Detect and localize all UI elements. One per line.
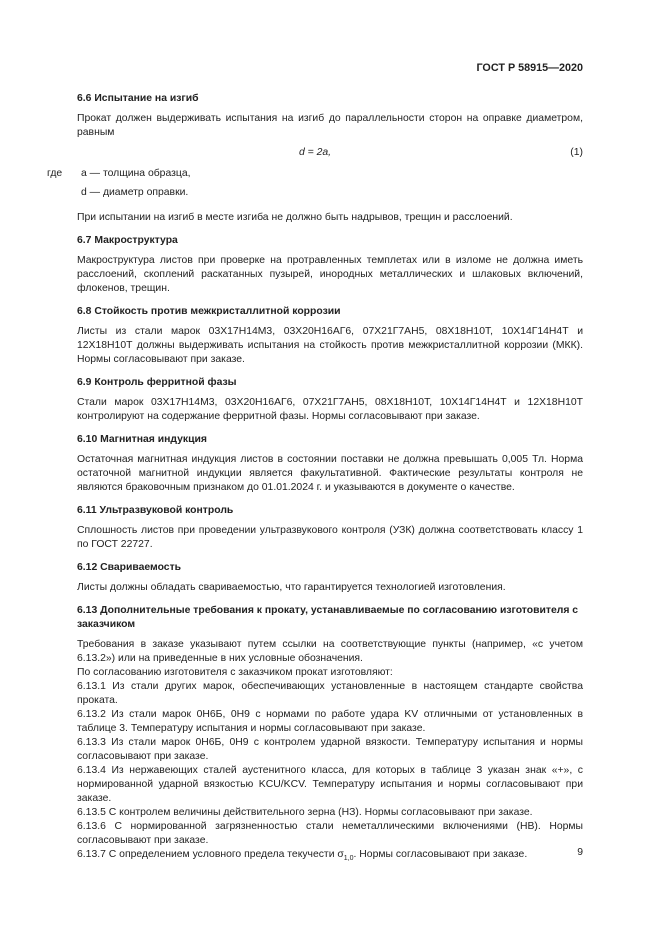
- section-6-8-paragraph: Листы из стали марок 03Х17Н14М3, 03Х20Н16АГ6, 07Х21Г7АН5, 08Х18Н10Т, 10Х14Г14Н4Т и 12Х18Н10Т должны выдерживать испытания на стойкость против межкристаллитной коррозии (МКК). Нормы согласовывают при заказе.: [77, 326, 583, 365]
- section-6-13-items: [77, 680, 583, 866]
- section-6-6-paragraph-2: При испытании на изгиб в месте изгиба не должно быть надрывов, трещин и расслоений.: [77, 212, 513, 223]
- item-6-13-2: 6.13.2 Из стали марок 0Н6Б, 0Н9 с нормами по работе удара KV отличными от установленных в таблице 3. Температуру испытания и нормы согласовывают при заказе.: [77, 709, 583, 734]
- section-6-9-paragraph: Стали марок 03Х17Н14М3, 03Х20Н16АГ6, 07Х21Г7АН5, 08Х18Н10Т, 10Х14Г14Н4Т и 12Х18Н10Т контролируют на содержание ферритной фазы. Нормы согласовывают при заказе.: [77, 397, 583, 422]
- section-6-12-title: 6.12 Свариваемость: [77, 562, 182, 573]
- sigma-subscript: 1,0: [343, 855, 354, 862]
- section-6-11-paragraph: Сплошность листов при проведении ультразвукового контроля (УЗК) должна соответствовать классу 1 по ГОСТ 22727.: [77, 525, 583, 550]
- section-6-8-title: 6.8 Стойкость против межкристаллитной коррозии: [77, 306, 341, 317]
- formula-expression: d = 2a,: [299, 147, 332, 158]
- formula-legend: [47, 167, 583, 205]
- section-6-7-title: 6.7 Макроструктура: [77, 235, 178, 246]
- where-a: a — толщина образца,: [81, 168, 191, 179]
- section-6-9-title: 6.9 Контроль ферритной фазы: [77, 377, 237, 388]
- document-body: [47, 92, 583, 866]
- page-number: 9: [577, 847, 583, 858]
- section-6-7-paragraph: Макроструктура листов при проверке на протравленных темплетах или в изломе не должна иметь расслоений, скоплений раскатанных пузырей, инородных металлических и шлаковых включений, флокенов, трещин.: [77, 255, 583, 294]
- section-6-13-paragraph-2: По согласованию изготовителя с заказчиком прокат изготовляют:: [77, 667, 393, 678]
- section-6-13-title: 6.13 Дополнительные требования к прокату, устанавливаемые по согласованию изготовителя с заказчиком: [77, 605, 579, 630]
- section-6-10-paragraph: Остаточная магнитная индукция листов в состоянии поставки не должна превышать 0,005 Тл. Норма остаточной магнитной индукции является факультативной. Фактические результаты контроля не являются браковочным признаком до 01.01.2024 г. и указываются в документе о качестве.: [77, 454, 583, 493]
- item-6-13-7-text-end: . Нормы согласовывают при заказе.: [353, 849, 528, 860]
- formula-number: (1): [570, 147, 583, 158]
- formula-1: [77, 146, 583, 160]
- section-6-13-paragraph-1: Требования в заказе указывают путем ссылки на соответствующие пункты (например, «с учетом 6.13.2») или на приведенные в них условные обозначения.: [77, 639, 583, 664]
- item-6-13-6: 6.13.6 С нормированной загрязненностью стали неметаллическими включениями (НВ). Нормы согласовывают при заказе.: [77, 821, 583, 846]
- item-6-13-5: 6.13.5 С контролем величины действительного зерна (НЗ). Нормы согласовывают при заказе.: [77, 807, 533, 818]
- item-6-13-7: [77, 848, 583, 866]
- section-6-10-title: 6.10 Магнитная индукция: [77, 434, 207, 445]
- item-6-13-1: 6.13.1 Из стали других марок, обеспечивающих установленные в настоящем стандарте свойства проката.: [77, 681, 583, 706]
- section-6-6-paragraph: Прокат должен выдерживать испытания на изгиб до параллельности сторон на оправке диаметром, равным: [77, 113, 583, 138]
- item-6-13-7-text: 6.13.7 С определением условного предела текучести σ: [77, 849, 344, 860]
- where-d: d — диаметр оправки.: [81, 187, 189, 198]
- section-6-11-title: 6.11 Ультразвуковой контроль: [77, 505, 234, 516]
- where-label: где: [47, 168, 63, 179]
- standard-number: ГОСТ Р 58915—2020: [476, 62, 583, 74]
- item-6-13-3: 6.13.3 Из стали марок 0Н6Б, 0Н9 с контролем ударной вязкости. Температуру испытания и нормы согласовывают при заказе.: [77, 737, 583, 762]
- section-6-12-paragraph: Листы должны обладать свариваемостью, что гарантируется технологией изготовления.: [77, 582, 506, 593]
- section-6-6-title: 6.6 Испытание на изгиб: [77, 93, 199, 104]
- item-6-13-4: 6.13.4 Из нержавеющих сталей аустенитного класса, для которых в таблице 3 указан знак «+», с нормированной ударной вязкостью KCU/KCV. Температуру испытания и нормы согласовывают при заказе.: [77, 765, 583, 804]
